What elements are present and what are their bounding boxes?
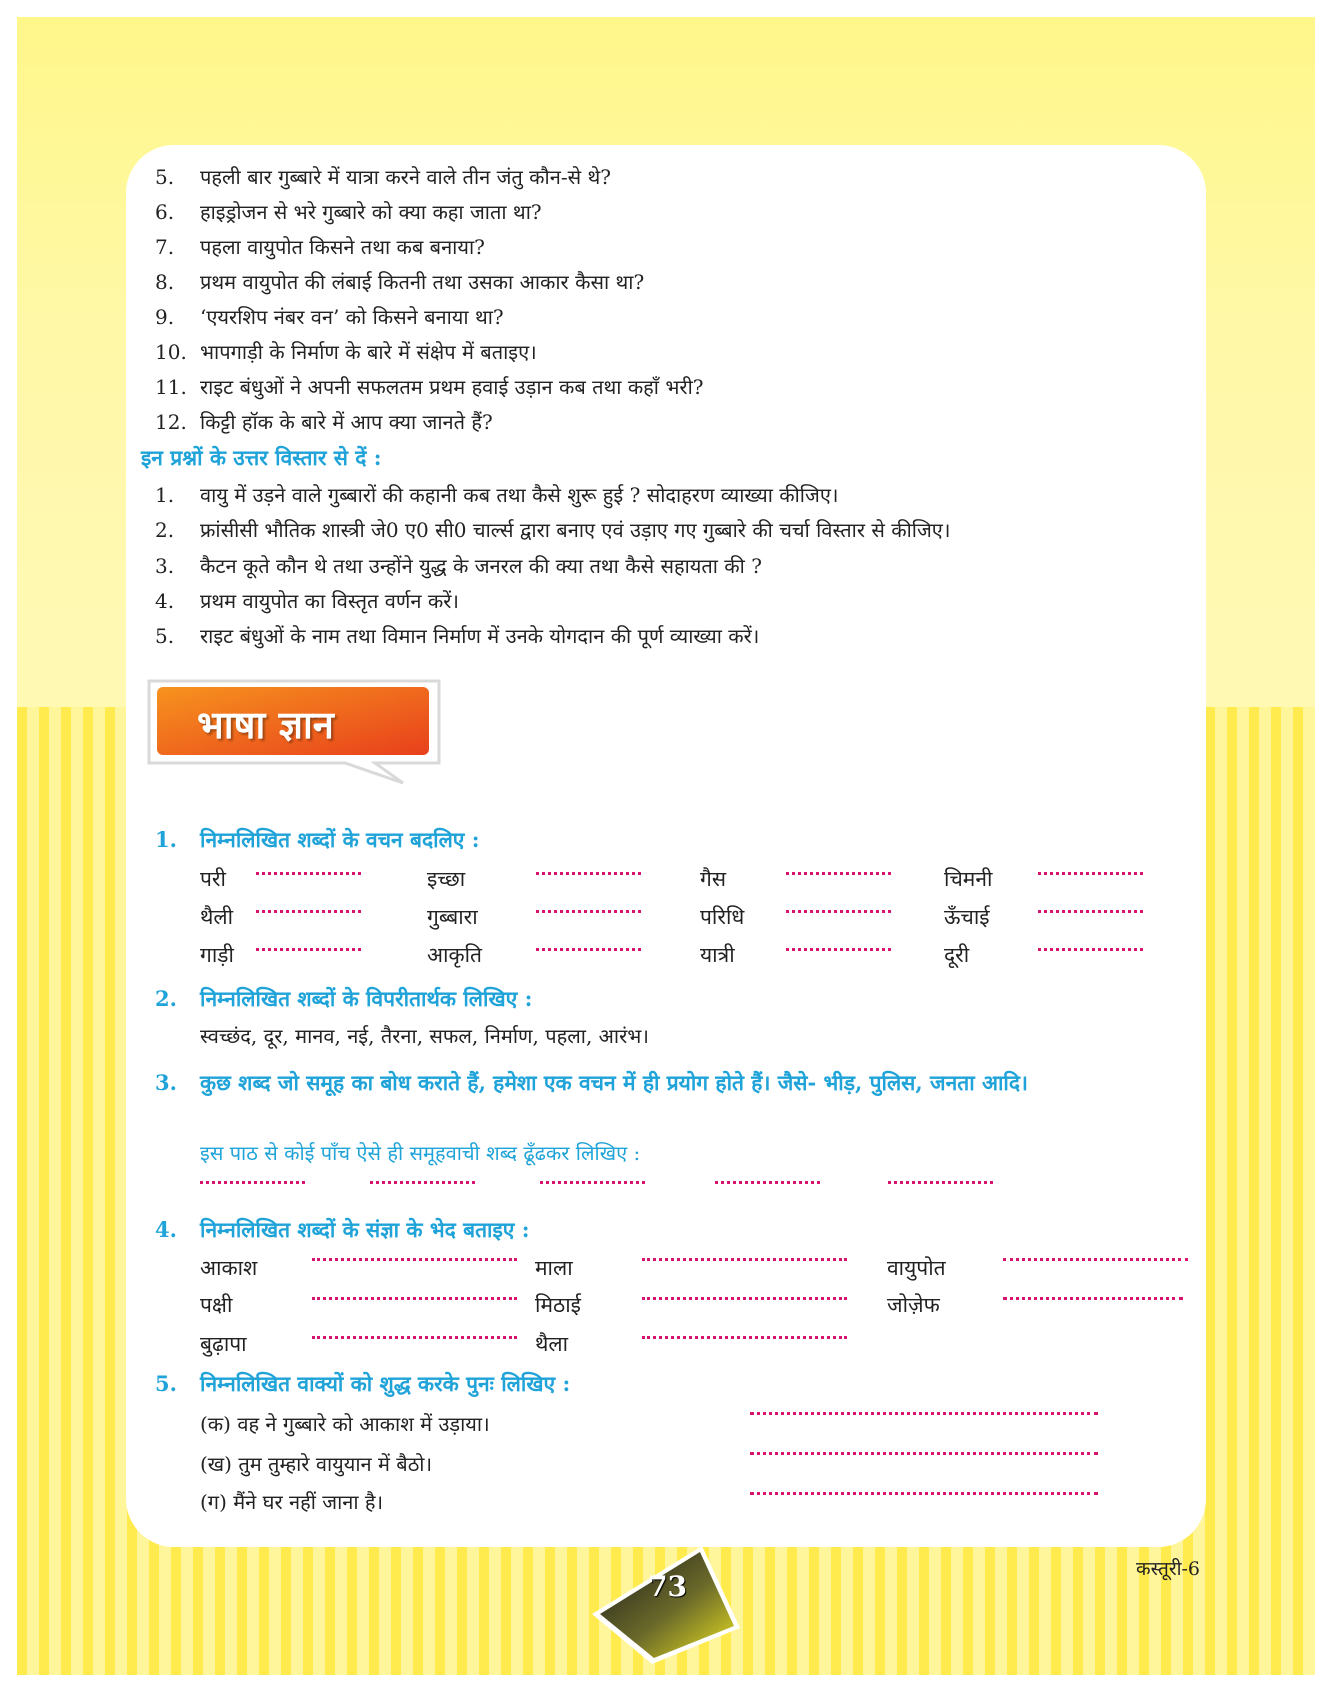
word-item: दूरी (944, 943, 970, 967)
word-item: बुढ़ापा (200, 1332, 247, 1356)
word-item: इच्छा (427, 867, 466, 891)
word-item: गाड़ी (200, 943, 234, 967)
word-item: यात्री (700, 943, 735, 967)
question-item: 3. कैटन कूते कौन थे तथा उन्होंने युद्ध के जनरल की क्या तथा कैसे सहायता की ? (155, 554, 762, 578)
answer-line (312, 1297, 517, 1300)
book-name: कस्तूरी-6 (1136, 1558, 1201, 1580)
word-item: माला (535, 1256, 573, 1280)
question-item: 1. वायु में उड़ने वाले गुब्बारों की कहानी कब तथा कैसे शुरू हुई ? सोदाहरण व्याख्या कीजिए। (155, 483, 839, 507)
answer-line (786, 910, 891, 913)
word-item: गुब्बारा (427, 905, 478, 929)
answer-line (536, 948, 641, 951)
answer-line (256, 910, 361, 913)
word-item: पक्षी (200, 1293, 233, 1317)
answer-line (750, 1492, 1098, 1495)
section-3-subheading: इस पाठ से कोई पाँच ऐसे ही समूहवाची शब्द ढूँढकर लिखिए : (200, 1141, 641, 1165)
answer-line (642, 1297, 847, 1300)
word-item: चिमनी (944, 867, 993, 891)
answer-line (715, 1181, 820, 1184)
question-item: 6. हाइड्रोजन से भरे गुब्बारे को क्या कहा जाता था? (155, 200, 542, 224)
antonym-word-list: स्वच्छंद, दूर, मानव, नई, तैरना, सफल, निर्माण, पहला, आरंभ। (200, 1024, 649, 1048)
answer-line (312, 1336, 517, 1339)
word-item: मिठाई (535, 1293, 581, 1317)
page-number: 73 (648, 1570, 687, 1603)
word-item: गैस (700, 867, 727, 891)
question-item: 10. भापगाड़ी के निर्माण के बारे में संक्षेप में बताइए। (155, 340, 537, 364)
question-item: 8. प्रथम वायुपोत की लंबाई कितनी तथा उसका आकार कैसा था? (155, 270, 645, 294)
page-number-badge (590, 1544, 750, 1666)
answer-line (750, 1412, 1098, 1415)
answer-line (1038, 948, 1143, 951)
word-item: ऊँचाई (944, 905, 990, 929)
answer-line (888, 1181, 993, 1184)
answer-line (256, 948, 361, 951)
question-item: 9. ‘एयरशिप नंबर वन’ को किसने बनाया था? (155, 305, 504, 329)
answer-line (540, 1181, 645, 1184)
sentence-item: (क) वह ने गुब्बारे को आकाश में उड़ाया। (200, 1412, 490, 1436)
word-item: आकाश (200, 1256, 258, 1280)
answer-line (642, 1336, 847, 1339)
long-answer-heading: इन प्रश्नों के उत्तर विस्तार से दें : (141, 445, 382, 470)
word-item: परिधि (700, 905, 745, 929)
answer-line (1038, 910, 1143, 913)
question-item: 7. पहला वायुपोत किसने तथा कब बनाया? (155, 235, 485, 259)
answer-line (786, 872, 891, 875)
word-item: जोज़ेफ (887, 1293, 940, 1317)
sentence-item: (ख) तुम तुम्हारे वायुयान में बैठो। (200, 1452, 433, 1476)
answer-line (536, 910, 641, 913)
word-item: आकृति (427, 943, 482, 967)
answer-line (312, 1258, 517, 1261)
section-4-heading: 4. निम्नलिखित शब्दों के संज्ञा के भेद बताइए : (155, 1217, 530, 1242)
word-item: थैला (535, 1332, 569, 1356)
section-2-heading: 2. निम्नलिखित शब्दों के विपरीतार्थक लिखिए : (155, 986, 533, 1011)
word-item: वायुपोत (887, 1256, 946, 1280)
word-item: परी (200, 867, 226, 891)
answer-line (256, 872, 361, 875)
banner-title: भाषा ज्ञान (197, 703, 334, 747)
question-item: 4. प्रथम वायुपोत का विस्तृत वर्णन करें। (155, 589, 459, 613)
question-item: 5. पहली बार गुब्बारे में यात्रा करने वाले तीन जंतु कौन-से थे? (155, 165, 611, 189)
answer-line (370, 1181, 475, 1184)
section-1-heading: 1. निम्नलिखित शब्दों के वचन बदलिए : (155, 827, 480, 852)
answer-line (786, 948, 891, 951)
answer-line (1003, 1258, 1188, 1261)
answer-line (200, 1181, 305, 1184)
section-5-heading: 5. निम्नलिखित वाक्यों को शुद्ध करके पुनः लिखिए : (155, 1371, 571, 1396)
word-item: थैली (200, 905, 234, 929)
answer-line (642, 1258, 847, 1261)
section-3-heading: 3. कुछ शब्द जो समूह का बोध कराते हैं, हमेशा एक वचन में ही प्रयोग होते हैं। जैसे- भीड़, पुलिस, जनता आदि। (155, 1070, 1028, 1095)
question-item: 2. फ्रांसीसी भौतिक शास्त्री जे0 ए0 सी0 चार्ल्स द्वारा बनाए एवं उड़ाए गए गुब्बारे की चर्चा विस्तार से कीजिए। (155, 518, 951, 542)
question-item: 11. राइट बंधुओं ने अपनी सफलतम प्रथम हवाई उड़ान कब तथा कहाँ भरी? (155, 375, 704, 399)
answer-line (1038, 872, 1143, 875)
answer-line (536, 872, 641, 875)
question-item: 5. राइट बंधुओं के नाम तथा विमान निर्माण में उनके योगदान की पूर्ण व्याख्या करें। (155, 624, 760, 648)
question-item: 12. किट्टी हॉक के बारे में आप क्या जानते हैं? (155, 410, 493, 434)
sentence-item: (ग) मैंने घर नहीं जाना है। (200, 1490, 384, 1514)
answer-line (750, 1452, 1098, 1455)
answer-line (1003, 1297, 1183, 1300)
